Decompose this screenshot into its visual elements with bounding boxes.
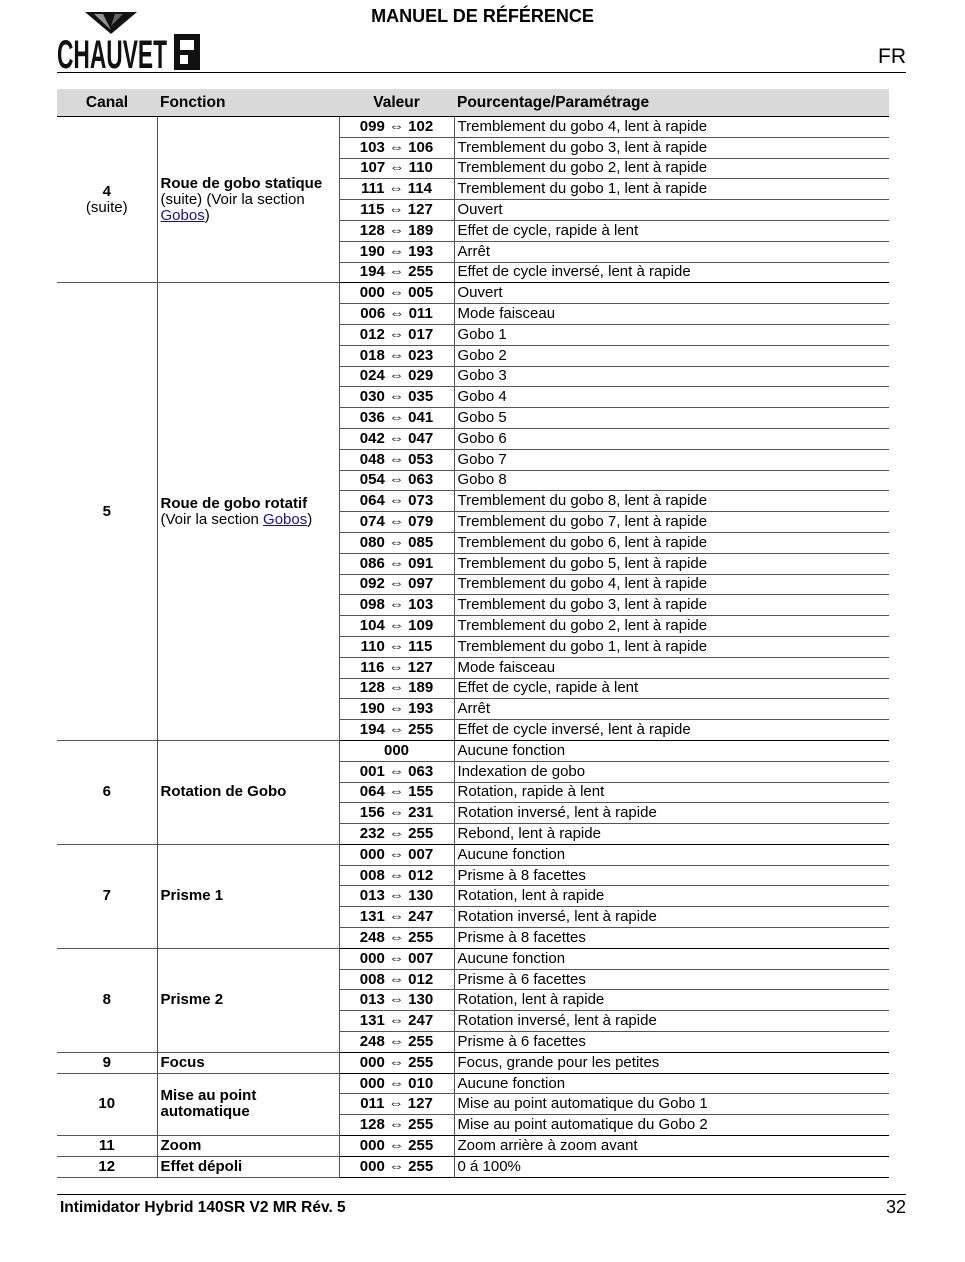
fonction-cell [157, 948, 339, 1052]
valeur-cell: 000 ⇔ 005 [339, 283, 454, 304]
valeur-cell: 000 ⇔ 010 [339, 1073, 454, 1094]
parametrage-cell: Effet de cycle inversé, lent à rapide [454, 262, 889, 283]
parametrage-cell: Tremblement du gobo 2, lent à rapide [454, 158, 889, 179]
valeur-cell: 001 ⇔ 063 [339, 761, 454, 782]
parametrage-cell: Prisme à 8 facettes [454, 928, 889, 949]
valeur-cell: 064 ⇔ 155 [339, 782, 454, 803]
parametrage-cell: Effet de cycle inversé, lent à rapide [454, 720, 889, 741]
valeur-cell: 080 ⇔ 085 [339, 532, 454, 553]
canal-number: 7 [102, 887, 111, 905]
parametrage-cell: Aucune fonction [454, 1073, 889, 1094]
document-title: MANUEL DE RÉFÉRENCE [371, 6, 594, 26]
valeur-cell: 232 ⇔ 255 [339, 824, 454, 845]
fonction-cell [157, 1073, 339, 1135]
canal-number: 11 [98, 1136, 115, 1154]
function-note-close: ) [307, 510, 313, 528]
parametrage-cell: Tremblement du gobo 4, lent à rapide [454, 117, 889, 138]
valeur-cell: 024 ⇔ 029 [339, 366, 454, 387]
parametrage-cell: Rotation, lent à rapide [454, 886, 889, 907]
valeur-cell: 036 ⇔ 041 [339, 408, 454, 429]
function-name: Prisme 2 [160, 991, 224, 1009]
function-name: Prisme 1 [160, 887, 224, 905]
valeur-cell: 194 ⇔ 255 [339, 720, 454, 741]
function-name: Roue de gobo rotatif [160, 494, 308, 512]
function-name: Zoom [160, 1136, 202, 1154]
fonction-cell [157, 740, 339, 844]
valeur-cell: 030 ⇔ 035 [339, 387, 454, 408]
parametrage-cell: Tremblement du gobo 2, lent à rapide [454, 616, 889, 637]
valeur-cell: 248 ⇔ 255 [339, 928, 454, 949]
valeur-cell: 000 [339, 740, 454, 761]
fonction-cell [157, 1156, 339, 1177]
parametrage-cell: Aucune fonction [454, 948, 889, 969]
valeur-cell: 128 ⇔ 189 [339, 678, 454, 699]
function-note: (Voir la section [160, 510, 264, 528]
parametrage-cell: Rotation inversé, lent à rapide [454, 907, 889, 928]
parametrage-cell: Rotation, lent à rapide [454, 990, 889, 1011]
parametrage-cell: Indexation de gobo [454, 761, 889, 782]
parametrage-cell: Gobo 3 [454, 366, 889, 387]
parametrage-cell: Mode faisceau [454, 657, 889, 678]
valeur-cell: 008 ⇔ 012 [339, 865, 454, 886]
parametrage-cell: Aucune fonction [454, 844, 889, 865]
parametrage-cell: Tremblement du gobo 4, lent à rapide [454, 574, 889, 595]
canal-number: 12 [98, 1157, 116, 1175]
canal-cell [57, 948, 157, 1052]
parametrage-cell: Rotation inversé, lent à rapide [454, 1011, 889, 1032]
valeur-cell: 131 ⇔ 247 [339, 1011, 454, 1032]
valeur-cell: 116 ⇔ 127 [339, 657, 454, 678]
function-name: Mise au point automatique [160, 1087, 257, 1121]
fonction-cell [157, 283, 339, 741]
valeur-cell: 000 ⇔ 255 [339, 1136, 454, 1157]
valeur-cell: 012 ⇔ 017 [339, 324, 454, 345]
parametrage-cell: Mise au point automatique du Gobo 1 [454, 1094, 889, 1115]
parametrage-cell: Gobo 1 [454, 324, 889, 345]
parametrage-cell: Focus, grande pour les petites [454, 1052, 889, 1073]
parametrage-cell: Gobo 7 [454, 449, 889, 470]
valeur-cell: 092 ⇔ 097 [339, 574, 454, 595]
valeur-cell: 000 ⇔ 007 [339, 844, 454, 865]
canal-cell [57, 283, 157, 741]
valeur-cell: 042 ⇔ 047 [339, 428, 454, 449]
valeur-cell: 013 ⇔ 130 [339, 990, 454, 1011]
parametrage-cell: Mise au point automatique du Gobo 2 [454, 1115, 889, 1136]
valeur-cell: 115 ⇔ 127 [339, 200, 454, 221]
parametrage-cell: Arrêt [454, 699, 889, 720]
gobos-section-link[interactable]: Gobos [263, 510, 308, 528]
canal-number: 10 [98, 1095, 116, 1113]
table-header-row [57, 89, 889, 117]
canal-number: 4 [102, 182, 111, 200]
column-header-canal: Canal [57, 89, 157, 117]
parametrage-cell: Tremblement du gobo 3, lent à rapide [454, 137, 889, 158]
table-row [57, 740, 889, 761]
valeur-cell: 103 ⇔ 106 [339, 137, 454, 158]
parametrage-cell: Mode faisceau [454, 304, 889, 325]
valeur-cell: 156 ⇔ 231 [339, 803, 454, 824]
table-row [57, 283, 889, 304]
fonction-cell [157, 1052, 339, 1073]
valeur-cell: 000 ⇔ 255 [339, 1052, 454, 1073]
dmx-channel-table [57, 89, 889, 1178]
canal-cell [57, 117, 157, 283]
canal-cell [57, 1156, 157, 1177]
footer-document-name: Intimidator Hybrid 140SR V2 MR Rév. 5 [60, 1199, 346, 1216]
parametrage-cell: Effet de cycle, rapide à lent [454, 678, 889, 699]
valeur-cell: 000 ⇔ 007 [339, 948, 454, 969]
parametrage-cell: Gobo 2 [454, 345, 889, 366]
parametrage-cell: Prisme à 6 facettes [454, 1032, 889, 1053]
function-name: Focus [160, 1053, 205, 1071]
parametrage-cell: Tremblement du gobo 8, lent à rapide [454, 491, 889, 512]
table-row [57, 844, 889, 865]
valeur-cell: 131 ⇔ 247 [339, 907, 454, 928]
parametrage-cell: Rotation, rapide à lent [454, 782, 889, 803]
canal-number: 9 [102, 1053, 111, 1071]
parametrage-cell: Rotation inversé, lent à rapide [454, 803, 889, 824]
valeur-cell: 190 ⇔ 193 [339, 241, 454, 262]
canal-cell [57, 1073, 157, 1135]
header-divider [57, 72, 906, 73]
valeur-cell: 110 ⇔ 115 [339, 636, 454, 657]
column-header-pourcentage: Pourcentage/Paramétrage [454, 89, 889, 117]
table-row [57, 1052, 889, 1073]
parametrage-cell: Ouvert [454, 283, 889, 304]
language-code: FR [878, 45, 906, 68]
valeur-cell: 107 ⇔ 110 [339, 158, 454, 179]
parametrage-cell: Tremblement du gobo 1, lent à rapide [454, 179, 889, 200]
column-header-fonction: Fonction [157, 89, 339, 117]
parametrage-cell: Effet de cycle, rapide à lent [454, 220, 889, 241]
valeur-cell: 013 ⇔ 130 [339, 886, 454, 907]
function-name: Rotation de Gobo [160, 783, 287, 801]
canal-suffix: (suite) [85, 198, 128, 216]
function-name: Effet dépoli [160, 1157, 243, 1175]
valeur-cell: 064 ⇔ 073 [339, 491, 454, 512]
table-row [57, 117, 889, 138]
parametrage-cell: Rebond, lent à rapide [454, 824, 889, 845]
function-note-close: ) [204, 206, 210, 224]
canal-cell [57, 740, 157, 844]
parametrage-cell: Prisme à 6 facettes [454, 969, 889, 990]
table-row [57, 1156, 889, 1177]
valeur-cell: 048 ⇔ 053 [339, 449, 454, 470]
canal-cell [57, 1136, 157, 1157]
svg-text:CHAUVET: CHAUVET [57, 33, 167, 77]
valeur-cell: 104 ⇔ 109 [339, 616, 454, 637]
table-row [57, 948, 889, 969]
canal-cell [57, 1052, 157, 1073]
parametrage-cell: Aucune fonction [454, 740, 889, 761]
valeur-cell: 000 ⇔ 255 [339, 1156, 454, 1177]
valeur-cell: 128 ⇔ 255 [339, 1115, 454, 1136]
column-header-valeur: Valeur [339, 89, 454, 117]
parametrage-cell: Ouvert [454, 200, 889, 221]
valeur-cell: 074 ⇔ 079 [339, 512, 454, 533]
valeur-cell: 194 ⇔ 255 [339, 262, 454, 283]
parametrage-cell: Gobo 6 [454, 428, 889, 449]
parametrage-cell: Arrêt [454, 241, 889, 262]
page-number: 32 [885, 1197, 906, 1217]
valeur-cell: 008 ⇔ 012 [339, 969, 454, 990]
valeur-cell: 086 ⇔ 091 [339, 553, 454, 574]
table-row [57, 1136, 889, 1157]
canal-number: 6 [102, 783, 111, 801]
function-note: (suite) (Voir la section [160, 190, 305, 208]
canal-cell [57, 844, 157, 948]
table-row [57, 1073, 889, 1094]
parametrage-cell: Prisme à 8 facettes [454, 865, 889, 886]
valeur-cell: 190 ⇔ 193 [339, 699, 454, 720]
parametrage-cell: Tremblement du gobo 7, lent à rapide [454, 512, 889, 533]
valeur-cell: 018 ⇔ 023 [339, 345, 454, 366]
valeur-cell: 006 ⇔ 011 [339, 304, 454, 325]
canal-number: 5 [102, 502, 111, 520]
parametrage-cell: Tremblement du gobo 1, lent à rapide [454, 636, 889, 657]
valeur-cell: 099 ⇔ 102 [339, 117, 454, 138]
valeur-cell: 248 ⇔ 255 [339, 1032, 454, 1053]
parametrage-cell: Tremblement du gobo 5, lent à rapide [454, 553, 889, 574]
valeur-cell: 128 ⇔ 189 [339, 220, 454, 241]
valeur-cell: 054 ⇔ 063 [339, 470, 454, 491]
fonction-cell [157, 1136, 339, 1157]
gobos-section-link[interactable]: Gobos [160, 206, 205, 224]
parametrage-cell: Gobo 4 [454, 387, 889, 408]
valeur-cell: 011 ⇔ 127 [339, 1094, 454, 1115]
fonction-cell [157, 844, 339, 948]
parametrage-cell: Tremblement du gobo 6, lent à rapide [454, 532, 889, 553]
parametrage-cell: 0 á 100% [454, 1156, 889, 1177]
parametrage-cell: Zoom arrière à zoom avant [454, 1136, 889, 1157]
function-name: Roue de gobo statique [160, 174, 323, 192]
parametrage-cell: Gobo 5 [454, 408, 889, 429]
fonction-cell [157, 117, 339, 283]
footer-divider [57, 1194, 906, 1195]
valeur-cell: 111 ⇔ 114 [339, 179, 454, 200]
valeur-cell: 098 ⇔ 103 [339, 595, 454, 616]
canal-number: 8 [102, 991, 111, 1009]
parametrage-cell: Tremblement du gobo 3, lent à rapide [454, 595, 889, 616]
parametrage-cell: Gobo 8 [454, 470, 889, 491]
